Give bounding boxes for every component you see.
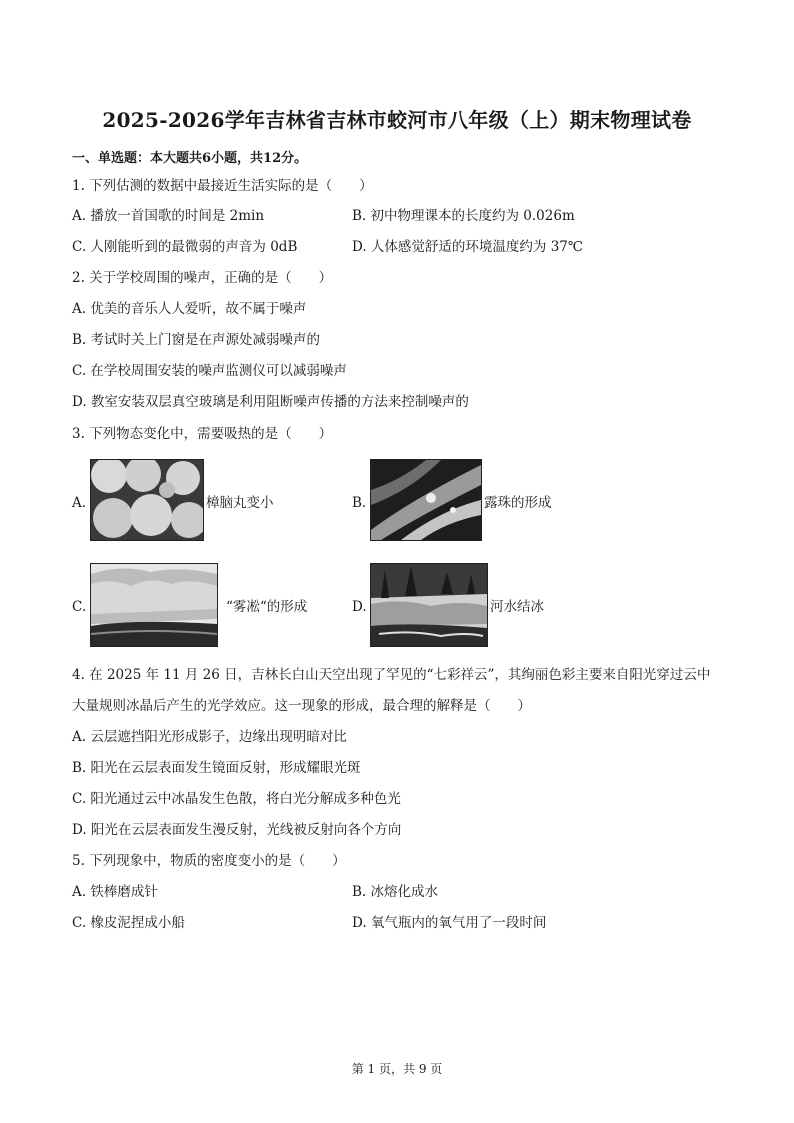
rime-trees-icon [91,564,217,646]
q1-option-a: A. 播放一首国歌的时间是 2min [72,208,265,224]
q4-stem-line2: 大量规则冰晶后产生的光学效应。这一现象的形成，最合理的解释是（ ） [72,698,531,714]
q1-option-c: C. 人刚能听到的最微弱的声音为 0dB [72,239,298,255]
q1-stem: 1. 下列估测的数据中最接近生活实际的是（ ） [72,178,373,194]
q4-option-a: A. 云层遮挡阳光形成影子，边缘出现明暗对比 [72,729,347,745]
q5-option-c: C. 橡皮泥捏成小船 [72,915,185,931]
q2-option-c: C. 在学校周围安装的噪声监测仪可以减弱噪声 [72,363,347,379]
q4-option-d: D. 阳光在云层表面发生漫反射，光线被反射向各个方向 [72,822,402,838]
q2-option-a: A. 优美的音乐人人爱听，故不属于噪声 [72,301,307,317]
q5-option-d: D. 氧气瓶内的氧气用了一段时间 [352,915,547,931]
section-heading: 一、单选题：本大题共6小题，共12分。 [72,151,308,166]
q3-option-c-letter: C. [72,599,87,615]
camphor-balls-icon [91,460,203,540]
dew-drop-leaf-icon [371,460,481,540]
q2-stem: 2. 关于学校周围的噪声，正确的是（ ） [72,270,333,286]
q3-option-d-text: 河水结冰 [490,599,544,615]
q5-stem: 5. 下列现象中，物质的密度变小的是（ ） [72,853,346,869]
q1-option-d: D. 人体感觉舒适的环境温度约为 37℃ [352,239,583,255]
q3-option-c-image [90,563,218,647]
frozen-river-icon [371,564,487,646]
q1-option-b: B. 初中物理课本的长度约为 0.026m [352,208,575,224]
q5-option-b: B. 冰熔化成水 [352,884,439,900]
q3-option-a-image [90,459,204,541]
q4-option-c: C. 阳光通过云中冰晶发生色散，将白光分解成多种色光 [72,791,401,807]
q2-option-d: D. 教室安装双层真空玻璃是利用阻断噪声传播的方法来控制噪声的 [72,394,469,410]
q2-option-b: B. 考试时关上门窗是在声源处减弱噪声的 [72,332,321,348]
q3-stem: 3. 下列物态变化中，需要吸热的是（ ） [72,426,333,442]
q3-option-d-letter: D. [352,599,367,615]
q3-option-b-letter: B. [352,495,367,511]
paper-title: 2025-2026学年吉林省吉林市蛟河市八年级（上）期末物理试卷 [102,108,692,132]
q3-option-a-letter: A. [72,495,87,511]
q3-option-c-text: “雾凇“的形成 [226,599,308,615]
q3-option-b-text: 露珠的形成 [484,495,552,511]
q4-stem-line1: 4. 在 2025 年 11 月 26 日，吉林长白山天空出现了罕见的“七彩祥云”，其绚丽色彩主要来自阳光穿过云中 [72,667,711,683]
q4-option-b: B. 阳光在云层表面发生镜面反射，形成耀眼光斑 [72,760,361,776]
page-number: 第 1 页，共 9 页 [351,1062,443,1076]
q5-option-a: A. 铁棒磨成针 [72,884,158,900]
q3-option-d-image [370,563,488,647]
q3-option-b-image [370,459,482,541]
q3-option-a-text: 樟脑丸变小 [206,495,274,511]
